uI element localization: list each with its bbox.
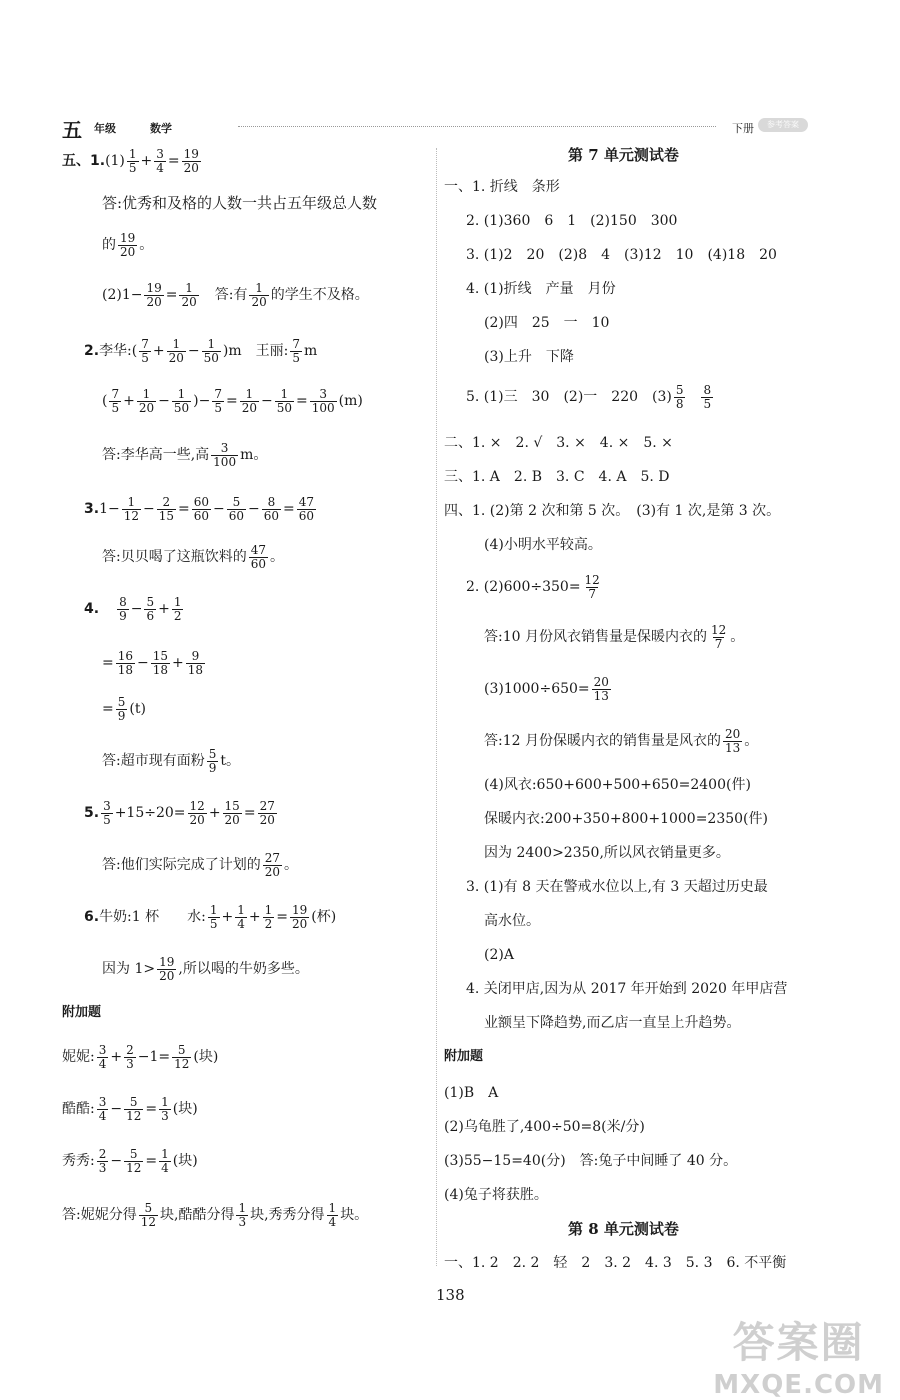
answer-line: 因为 1> $\frac{19}{20}$ ,所以喝的牛奶多些。 xyxy=(102,955,309,983)
answer-line: (2)1− $\frac{19}{20}$ = $\frac{1}{20}$ 答:有 $\frac{1}{20}$ 的学生不及格。 xyxy=(102,281,369,309)
answer-line: (4)风衣:650+600+500+650=2400(件) xyxy=(484,777,751,793)
answer-line: 的 $\frac{19}{20}$ 。 xyxy=(102,231,154,259)
answer-line: 答:优秀和及格的人数一共占五年级总人数 xyxy=(102,194,378,212)
extra-title: 附加题 xyxy=(62,1005,102,1020)
answer-line: 2. (2)600÷350= $\frac{12}{7}$ xyxy=(466,573,600,601)
page-header xyxy=(60,112,808,142)
answer-line: (3)55−15=40(分) 答:兔子中间睡了 40 分。 xyxy=(444,1153,738,1169)
answer-line: (4)小明水平较高。 xyxy=(484,537,602,553)
answer-line: 答:贝贝喝了这瓶饮料的 $\frac{47}{60}$ 。 xyxy=(102,543,284,571)
answer-line: 答:12 月份保暖内衣的销售量是风衣的 $\frac{20}{13}$ 。 xyxy=(484,727,759,755)
answer-line: 6.牛奶:1 杯 水: $\frac{1}{5}$ + $\frac{1}{4}$ + $\frac{1}{2}$ = $\frac{19}{20}$ (杯) xyxy=(84,903,337,931)
answer-line: 答:10 月份风衣销售量是保暖内衣的 $\frac{12}{7}$ 。 xyxy=(484,623,745,651)
unit8-title: 第 8 单元测试卷 xyxy=(568,1220,679,1238)
answer-line: 二、1. × 2. √ 3. × 4. × 5. × xyxy=(444,435,673,451)
answer-line: 一、1. 折线 条形 xyxy=(444,179,560,195)
answer-line: (4)兔子将获胜。 xyxy=(444,1187,548,1203)
answer-line: 3.1− $\frac{1}{12}$ − $\frac{2}{15}$ = $\frac{60}{60}$ − $\frac{5}{60}$ − $\frac{8}{60}$ = $\frac{47}{60}$ xyxy=(84,495,315,523)
answer-line: = $\frac{5}{9}$ (t) xyxy=(102,695,146,723)
answer-line: 四、1. (2)第 2 次和第 5 次。 (3)有 1 次,是第 3 次。 xyxy=(444,503,781,519)
answer-line: 2. (1)360 6 1 (2)150 300 xyxy=(466,213,678,229)
answer-line: 答:李华高一些,高 $\frac{3}{100}$ m。 xyxy=(102,441,268,469)
answer-line: 酷酷: $\frac{3}{4}$ − $\frac{5}{12}$ = $\frac{1}{3}$ (块) xyxy=(62,1095,198,1123)
watermark-url: MXQE.COM xyxy=(713,1370,884,1400)
answer-line: 三、1. A 2. B 3. C 4. A 5. D xyxy=(444,469,670,485)
answer-line: 5. (1)三 30 (2)一 220 (3) $\frac{5}{8}$ $\frac{8}{5}$ xyxy=(466,383,712,411)
answer-line: 保暖内衣:200+350+800+1000=2350(件) xyxy=(484,811,768,827)
answer-line: 4. $\frac{8}{9}$ − $\frac{5}{6}$ + $\frac{1}{2}$ xyxy=(84,595,182,623)
answer-line: 3. (1)2 20 (2)8 4 (3)12 10 (4)18 20 xyxy=(466,247,777,263)
answer-line: 答:超市现有面粉 $\frac{5}{9}$ t。 xyxy=(102,747,240,775)
page-number: 138 xyxy=(436,1286,465,1304)
answer-line: 秀秀: $\frac{2}{3}$ − $\frac{5}{12}$ = $\frac{1}{4}$ (块) xyxy=(62,1147,198,1175)
answer-line: 一、1. 2 2. 2 轻 2 3. 2 4. 3 5. 3 6. 不平衡 xyxy=(444,1255,787,1271)
answer-line: 5. $\frac{3}{5}$ +15÷20= $\frac{12}{20}$ + $\frac{15}{20}$ = $\frac{27}{20}$ xyxy=(84,799,275,827)
column-divider xyxy=(436,148,437,1266)
answer-line: 妮妮: $\frac{3}{4}$ + $\frac{2}{3}$ −1= $\frac{5}{12}$ (块) xyxy=(62,1043,219,1071)
answer-line: ( $\frac{7}{5}$ + $\frac{1}{20}$ − $\frac{1}{50}$ )− $\frac{7}{5}$ = $\frac{1}{20}$ − $\frac{1}{50}$ = $\frac{3}{100}$ (m) xyxy=(102,387,363,415)
extra-title: 附加题 xyxy=(444,1049,484,1064)
watermark-logo: 答案圈 xyxy=(732,1318,865,1367)
answer-line: 答:妮妮分得 $\frac{5}{12}$ 块,酷酷分得 $\frac{1}{3}$ 块,秀秀分得 $\frac{1}{4}$ 块。 xyxy=(62,1201,369,1229)
answer-line: (2)乌龟胜了,400÷50=8(米/分) xyxy=(444,1119,645,1135)
answer-line: 2.李华:( $\frac{7}{5}$ + $\frac{1}{20}$ − $\frac{1}{50}$ )m 王丽: $\frac{7}{5}$ m xyxy=(84,337,318,365)
answer-line: (3)1000÷650= $\frac{20}{13}$ xyxy=(484,675,609,703)
publisher-logo: 参考答案 xyxy=(758,118,808,132)
answer-line: (2)四 25 一 10 xyxy=(484,315,610,331)
unit7-title: 第 7 单元测试卷 xyxy=(568,146,679,164)
answer-line: 答:他们实际完成了计划的 $\frac{27}{20}$ 。 xyxy=(102,851,298,879)
answer-line: 高水位。 xyxy=(484,913,540,929)
grade-number: 五 xyxy=(62,118,82,142)
answer-line: (3)上升 下降 xyxy=(484,349,574,365)
answer-line: (1)B A xyxy=(444,1085,499,1101)
grade-label: 年级 xyxy=(94,122,116,135)
answer-line: 3. (1)有 8 天在警戒水位以上,有 3 天超过历史最 xyxy=(466,879,768,895)
watermark xyxy=(713,1310,884,1400)
answer-line: = $\frac{16}{18}$ − $\frac{15}{18}$ + $\frac{9}{18}$ xyxy=(102,649,204,677)
answer-line: 4. (1)折线 产量 月份 xyxy=(466,281,616,297)
answer-line: 五、1.(1) $\frac{1}{5}$ + $\frac{3}{4}$ = $\frac{19}{20}$ xyxy=(62,147,199,175)
answer-line: 4. 关闭甲店,因为从 2017 年开始到 2020 年甲店营 xyxy=(466,981,788,997)
header-rule xyxy=(238,126,716,127)
subject-label: 数学 xyxy=(150,122,172,135)
volume-label: 下册 xyxy=(732,122,754,135)
answer-line: 因为 2400>2350,所以风衣销量更多。 xyxy=(484,845,730,861)
answer-line: (2)A xyxy=(484,947,514,963)
answer-line: 业额呈下降趋势,而乙店一直呈上升趋势。 xyxy=(484,1015,741,1031)
